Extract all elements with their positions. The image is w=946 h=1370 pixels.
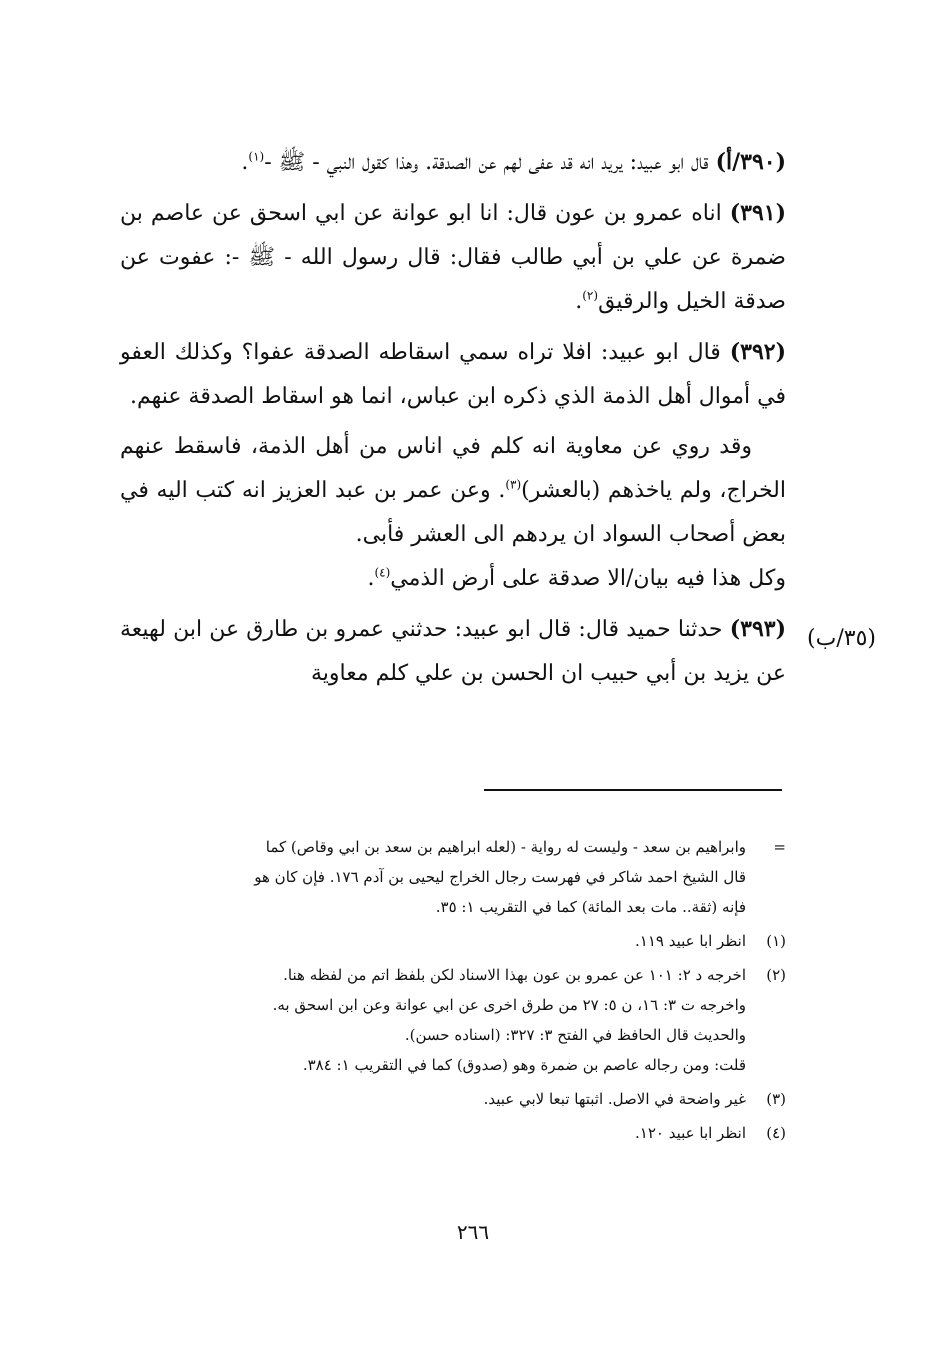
page-number: ٢٦٦ bbox=[456, 1220, 490, 1244]
footnote-ref-2: (٢) bbox=[582, 288, 599, 303]
paragraph-text-2: . وعن عمر بن عبد العزيز انه كتب اليه في بعض أصحاب السواد ان يردهم الى العشر فأبى. bbox=[120, 478, 786, 547]
footnote-body bbox=[120, 926, 746, 956]
paragraph-392 bbox=[120, 330, 786, 419]
footnote-mark: (٢) bbox=[766, 966, 786, 984]
footnote-mark: (٣) bbox=[766, 1090, 786, 1108]
paragraph-tail: . bbox=[367, 566, 375, 591]
main-text bbox=[120, 140, 786, 702]
footnote-2 bbox=[120, 960, 786, 1080]
footnote-line: غير واضحة في الاصل. اثبتها تبعا لابي عبيد. bbox=[483, 1090, 746, 1108]
footnote-mark: = bbox=[773, 838, 786, 856]
footnotes bbox=[120, 832, 786, 1152]
footnote-line: وابراهيم بن سعد - وليست له رواية - (لعله ابراهيم بن سعد بن ابي وقاص) كما bbox=[265, 838, 746, 856]
paragraph-text: قال ابو عبيد: افلا تراه سمي اسقاطه الصدقة عفوا؟ وكذلك العفو في أموال أهل الذمة الذي ذكره ابن عباس، انما هو اسقاط الصدقة عنهم. bbox=[120, 340, 786, 409]
footnote-line: اخرجه د ٢: ١٠١ عن عمرو بن عون بهذا الاسناد لكن بلفظ اتم من لفظه هنا. bbox=[283, 966, 746, 984]
paragraph-text: وكل هذا فيه بيان/الا صدقة على أرض الذمي bbox=[390, 566, 786, 591]
paragraph-tail: . bbox=[241, 150, 249, 175]
footnote-body bbox=[120, 960, 746, 1080]
footnote-line: انظر ابا عبيد ١٢٠. bbox=[635, 1124, 746, 1142]
footnote-body bbox=[120, 1118, 746, 1148]
footnote-mark: (١) bbox=[766, 932, 786, 950]
paragraph-393 bbox=[120, 607, 786, 696]
footnote-separator bbox=[484, 789, 782, 791]
paragraph-text: وقد روي عن معاوية انه كلم في اناس من أهل الذمة، فاسقط عنهم الخراج، ولم ياخذهم (بالعشر) bbox=[120, 434, 786, 503]
footnote-3 bbox=[120, 1084, 786, 1114]
footnote-mark: (٤) bbox=[766, 1124, 786, 1142]
footnote-1 bbox=[120, 926, 786, 956]
footnote-ref-4: (٤) bbox=[374, 565, 391, 580]
footnote-body bbox=[120, 832, 746, 922]
footnote-4 bbox=[120, 1118, 786, 1148]
footnote-line: فإنه (ثقة.. مات بعد المائة) كما في التقريب ١: ٣٥. bbox=[435, 898, 746, 916]
footnote-ref-1: (١) bbox=[248, 149, 265, 164]
footnote-line: واخرجه ت ٣: ١٦، ن ٥: ٢٧ من طرق اخرى عن ابي عوانة وعن ابن اسحق به. bbox=[272, 996, 746, 1014]
paragraph-number: (٣٩١) bbox=[729, 200, 786, 226]
footnote-ref-3: (٣) bbox=[505, 477, 522, 492]
paragraph-text: اناه عمرو بن عون قال: انا ابو عوانة عن ابي اسحق عن عاصم بن ضمرة عن علي بن أبي طالب فقال: قال رسول الله - ﷺ -: عفوت عن صدقة الخيل والرقيق bbox=[120, 201, 786, 314]
paragraph-number: (٣٩٠/أ) bbox=[715, 149, 786, 175]
paragraph-muawiya bbox=[120, 425, 786, 601]
footnote-continuation bbox=[120, 832, 786, 922]
footnote-line: قال الشيخ احمد شاكر في فهرست رجال الخراج ليحيى بن آدم ١٧٦. فإن كان هو bbox=[254, 868, 746, 886]
footnote-body bbox=[120, 1084, 746, 1114]
footnote-line: والحديث قال الحافظ في الفتح ٣: ٣٢٧: (اسناده حسن). bbox=[404, 1026, 746, 1044]
paragraph-text: حدثنا حميد قال: قال ابو عبيد: حدثني عمرو بن طارق عن ابن لهيعة عن يزيد بن أبي حبيب ان الحسن بن علي كلم معاوية bbox=[120, 617, 786, 686]
paragraph-390 bbox=[120, 140, 786, 185]
footnote-line: انظر ابا عبيد ١١٩. bbox=[635, 932, 746, 950]
manuscript-folio-marker: (٣٥/ب) bbox=[807, 626, 876, 651]
paragraph-number: (٣٩٢) bbox=[729, 339, 786, 365]
paragraph-text: قال ابو عبيد: يريد انه قد عفى لهم عن الصدقة. وهذا كقول النبي - ﷺ - bbox=[264, 150, 716, 175]
footnote-line: قلت: ومن رجاله عاصم بن ضمرة وهو (صدوق) كما في التقريب ١: ٣٨٤. bbox=[302, 1056, 746, 1074]
paragraph-kull bbox=[367, 566, 786, 591]
paragraph-391 bbox=[120, 191, 786, 324]
paragraph-number: (٣٩٣) bbox=[729, 616, 786, 642]
paragraph-tail: . bbox=[575, 289, 583, 314]
